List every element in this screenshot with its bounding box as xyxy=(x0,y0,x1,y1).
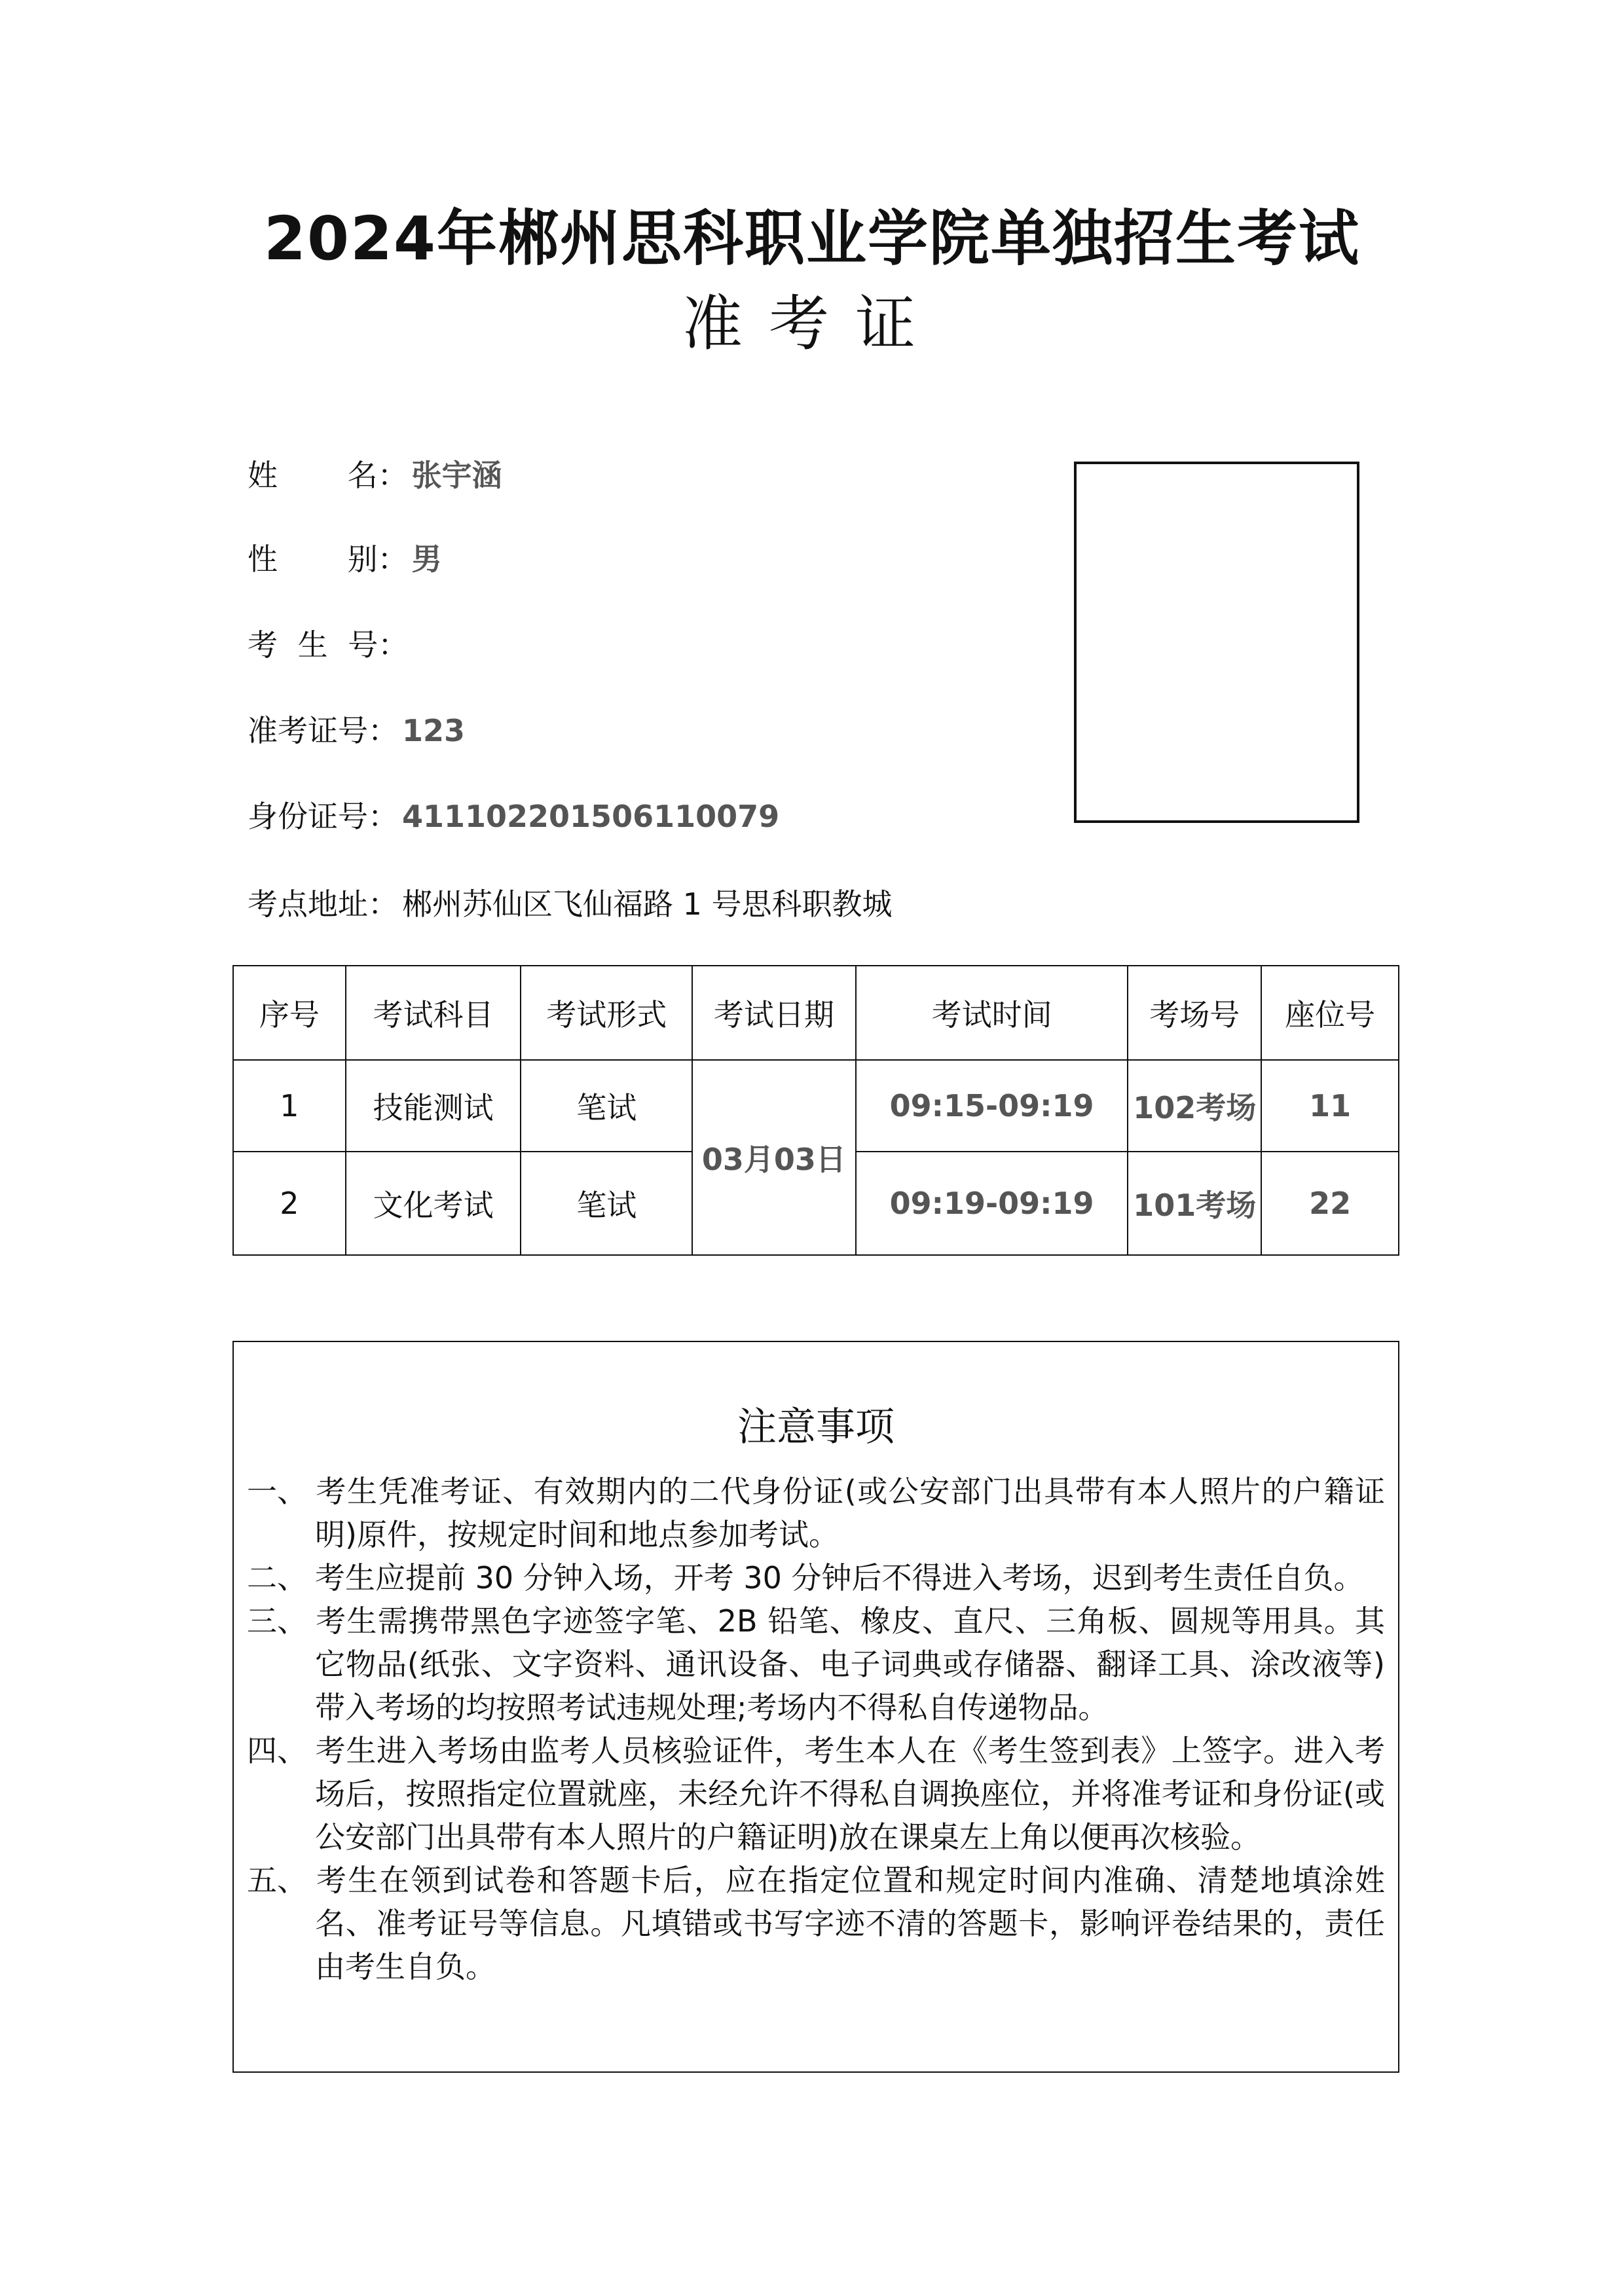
notice-item-number: 二、 xyxy=(247,1560,307,1595)
header-cell: 考试形式 xyxy=(521,966,692,1060)
page-subtitle: 准考证 xyxy=(682,289,942,359)
gender-value: 男 xyxy=(411,541,442,577)
student-no-row xyxy=(248,625,412,665)
ticket-label: 准考证号： xyxy=(248,713,398,748)
address-value: 郴州苏仙区飞仙福路 1 号思科职教城 xyxy=(402,886,893,922)
notice-item xyxy=(247,1556,1385,1599)
notice-item-number: 三、 xyxy=(247,1603,307,1639)
row-time: 09:15-09:19 xyxy=(856,1060,1128,1152)
notice-item-text: 考生凭准考证、有效期内的二代身份证(或公安部门出具带有本人照片的户籍证明)原件，按规定时间和地点参加考试。 xyxy=(315,1474,1385,1552)
header-cell: 考试科目 xyxy=(346,966,521,1060)
header-cell: 座位号 xyxy=(1261,966,1399,1060)
id-row xyxy=(248,797,779,836)
address-row xyxy=(248,884,893,924)
address-label: 考点地址： xyxy=(248,886,398,922)
name-value: 张宇涵 xyxy=(411,458,502,493)
notice-item xyxy=(247,1729,1385,1859)
row-room: 101考场 xyxy=(1128,1152,1261,1255)
row-subject: 文化考试 xyxy=(346,1152,521,1255)
row-seat: 11 xyxy=(1261,1060,1399,1152)
id-label: 身份证号： xyxy=(248,799,398,834)
table-row xyxy=(233,1060,1399,1152)
row-seat: 22 xyxy=(1261,1152,1399,1255)
gender-row xyxy=(248,539,442,579)
notice-item-text: 考生需携带黑色字迹签字笔、2B 铅笔、橡皮、直尺、三角板、圆规等用具。其它物品(纸张、文字资料、通讯设备、电子词典或存储器、翻译工具、涂改液等)带入考场的均按照考试违规处理;考场内不得私自传递物品。 xyxy=(315,1603,1385,1725)
ticket-value: 123 xyxy=(402,713,466,748)
header-cell: 考试时间 xyxy=(856,966,1128,1060)
gender-label: 性 别： xyxy=(248,541,408,577)
notice-list xyxy=(247,1470,1385,1988)
notice-item-text: 考生应提前 30 分钟入场，开考 30 分钟后不得进入考场，迟到考生责任自负。 xyxy=(315,1560,1364,1595)
row-room: 102考场 xyxy=(1128,1060,1261,1152)
notice-item-number: 一、 xyxy=(247,1474,307,1509)
name-row xyxy=(248,456,502,495)
photo-box xyxy=(1074,462,1359,823)
notice-box xyxy=(232,1341,1399,2073)
notice-item-number: 四、 xyxy=(247,1733,307,1768)
notice-title: 注意事项 xyxy=(737,1404,895,1450)
table-header-row xyxy=(233,966,1399,1060)
exam-schedule-table xyxy=(232,965,1399,1256)
row-subject: 技能测试 xyxy=(346,1060,521,1152)
header-cell: 考试日期 xyxy=(692,966,856,1060)
ticket-row xyxy=(248,711,465,750)
notice-item-text: 考生在领到试卷和答题卡后，应在指定位置和规定时间内准确、清楚地填涂姓名、准考证号等信息。凡填错或书写字迹不清的答题卡，影响评卷结果的，责任由考生自负。 xyxy=(315,1863,1385,1984)
page-title: 2024年郴州思科职业学院单独招生考试 xyxy=(263,204,1361,274)
row-form: 笔试 xyxy=(521,1060,692,1152)
exam-date: 03月03日 xyxy=(692,1060,856,1255)
student-no-label: 考 生 号： xyxy=(248,627,409,663)
row-time: 09:19-09:19 xyxy=(856,1152,1128,1255)
row-number: 1 xyxy=(233,1060,346,1152)
row-number: 2 xyxy=(233,1152,346,1255)
notice-item-number: 五、 xyxy=(247,1863,307,1898)
header-cell: 考场号 xyxy=(1128,966,1261,1060)
name-label: 姓 名： xyxy=(248,458,408,493)
id-value: 411102201506110079 xyxy=(402,799,780,834)
notice-item xyxy=(247,1599,1385,1729)
notice-item xyxy=(247,1859,1385,1988)
header-cell: 序号 xyxy=(233,966,346,1060)
row-form: 笔试 xyxy=(521,1152,692,1255)
notice-item-text: 考生进入考场由监考人员核验证件，考生本人在《考生签到表》上签字。进入考场后，按照指定位置就座，未经允许不得私自调换座位，并将准考证和身份证(或公安部门出具带有本人照片的户籍证明)放在课桌左上角以便再次核验。 xyxy=(315,1733,1385,1855)
notice-item xyxy=(247,1470,1385,1556)
